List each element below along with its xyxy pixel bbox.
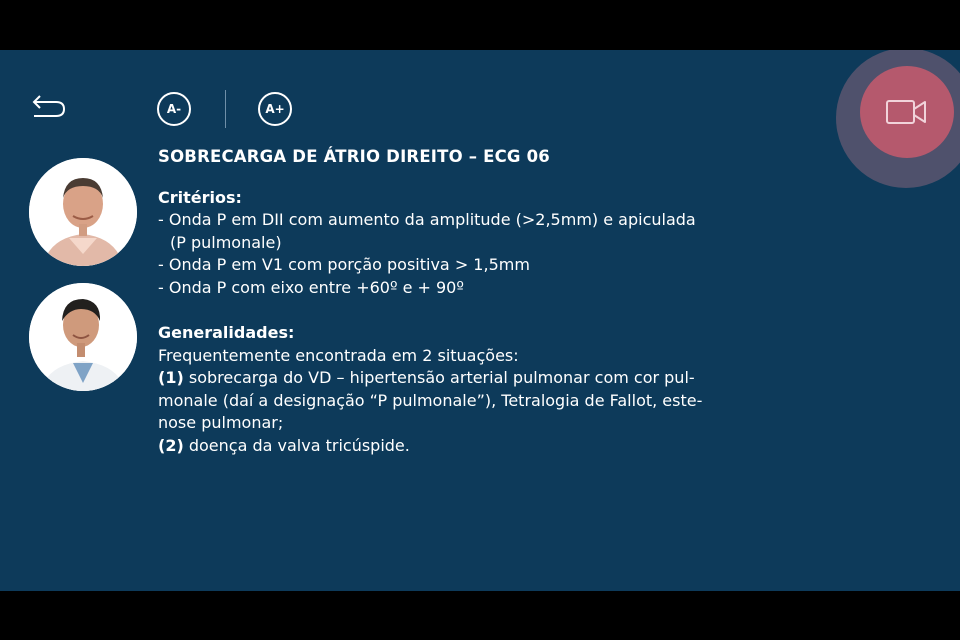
general-intro: Frequentemente encontrada em 2 situações: <box>158 345 519 365</box>
letterbox-top <box>0 0 960 50</box>
general-item-1-cont: nose pulmonar; <box>158 413 284 432</box>
author-avatar-1 <box>29 158 137 266</box>
font-decrease-button[interactable]: A- <box>157 92 191 126</box>
criteria-item: (P pulmonale) <box>170 232 282 252</box>
general-item-1 <box>158 367 808 390</box>
video-camera-icon <box>885 97 929 127</box>
item-text: doença da valva tricúspide. <box>183 435 410 455</box>
video-button[interactable] <box>860 66 954 158</box>
letterbox-bottom <box>0 591 960 640</box>
criteria-item: - Onda P com eixo entre +60º e + 90º <box>158 277 464 297</box>
author-avatar-2 <box>29 283 137 391</box>
app-screen <box>0 50 960 591</box>
toolbar-divider <box>225 90 226 128</box>
back-arrow-icon <box>30 94 68 120</box>
page-title: SOBRECARGA DE ÁTRIO DIREITO – ECG 06 <box>158 147 550 166</box>
general-heading: Generalidades: <box>158 323 295 342</box>
item-number: (1) <box>158 368 184 387</box>
back-button[interactable] <box>30 94 68 120</box>
criteria-heading: Critérios: <box>158 187 242 207</box>
criteria-item: - Onda P em DII com aumento da amplitude (>2,5mm) e apiculada <box>158 210 696 229</box>
general-item-1-cont: monale (daí a designação “P pulmonale”), Tetralogia de Fallot, este- <box>158 390 703 410</box>
article-content <box>158 146 808 457</box>
item-text: sobrecarga do VD – hipertensão arterial pulmonar com cor pul- <box>183 368 695 387</box>
criteria-item: - Onda P em V1 com porção positiva > 1,5mm <box>158 255 530 274</box>
font-increase-button[interactable]: A+ <box>258 92 292 126</box>
section-gap <box>158 299 808 322</box>
general-item-2 <box>158 435 808 458</box>
item-number: (2) <box>158 435 184 455</box>
